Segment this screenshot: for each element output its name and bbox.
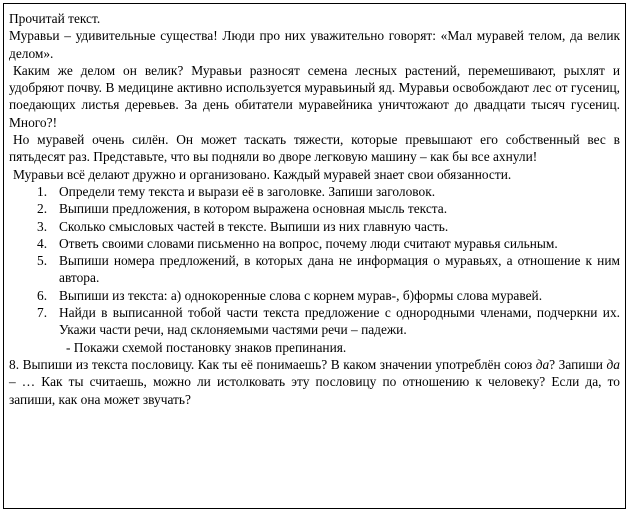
task-8-part-2: ? Запиши (549, 356, 607, 372)
task-8-part-3: – … Как ты считаешь, можно ли истолковать эту пословицу по отношению к человеку? Если да, то запиши, как она может звучать? (9, 374, 620, 407)
task-number: 5. (37, 253, 48, 269)
task-item (9, 218, 620, 235)
task-text: Ответь своими словами письменно на вопрос, почему люди считают муравья сильным. (59, 235, 558, 251)
task-text: Выпиши из текста: а) однокоренные слова с корнем мурав-, б)формы слова муравей. (59, 287, 543, 303)
task-item (9, 235, 620, 252)
task-8 (9, 356, 620, 408)
word-da-italic: да (535, 356, 550, 372)
task-text: Выпиши предложения, в котором выражена основная мысль текста. (59, 201, 448, 217)
task-item (9, 200, 620, 217)
task-number: 4. (37, 235, 48, 251)
instruction-heading: Прочитай текст. (9, 11, 101, 26)
task-number: 7. (37, 305, 48, 321)
paragraph-4: Муравьи всё делают дружно и организовано. Каждый муравей знает свои обязанности. (13, 166, 512, 182)
text-box (3, 3, 626, 509)
task-number: 2. (37, 201, 48, 217)
task-list (9, 183, 620, 339)
task-number: 3. (37, 218, 48, 234)
task-number: 1. (37, 183, 48, 199)
task-item (9, 287, 620, 304)
task-text: Выпиши номера предложений, в которых дана не информация о муравьях, а отношение к ним автора. (59, 253, 620, 286)
task-8-part-1: 8. Выпиши из текста пословицу. Как ты её понимаешь? В каком значении употреблён союз (9, 356, 536, 372)
task-item (9, 252, 620, 287)
task-text: Найди в выписанной тобой части текста предложение с однородными членами, подчеркни их. Укажи части речи, над склоняемыми частями речи – падежи. (59, 305, 620, 338)
task-7-subitem: - Покажи схемой постановку знаков препинания. (66, 339, 347, 355)
paragraph-1: Муравьи – удивительные существа! Люди про них уважительно говорят: «Мал муравей телом, да велик делом». (9, 28, 620, 61)
word-da-italic: да (606, 356, 620, 372)
task-text: Определи тему текста и вырази её в заголовке. Запиши заголовок. (59, 183, 436, 199)
task-text: Сколько смысловых частей в тексте. Выпиши из них главную часть. (59, 218, 449, 234)
paragraph-3: Но муравей очень силён. Он может таскать тяжести, которые превышают его собственный вес в пятьдесят раз. Представьте, что вы подняли во дворе легковую машину – как бы все ахнули! (9, 132, 620, 165)
paragraph-2: Каким же делом он велик? Муравьи разносят семена лесных растений, перемешивают, рыхлят и удобряют почву. В медицине активно используется муравьиный яд. Муравьи освобождают лес от гусениц, поедающих листья деревьев. За день обитатели муравейника уничтожают до двадцати тысяч гусениц. Много?! (9, 62, 620, 130)
task-item (9, 183, 620, 200)
task-number: 6. (37, 287, 48, 303)
task-item (9, 304, 620, 339)
